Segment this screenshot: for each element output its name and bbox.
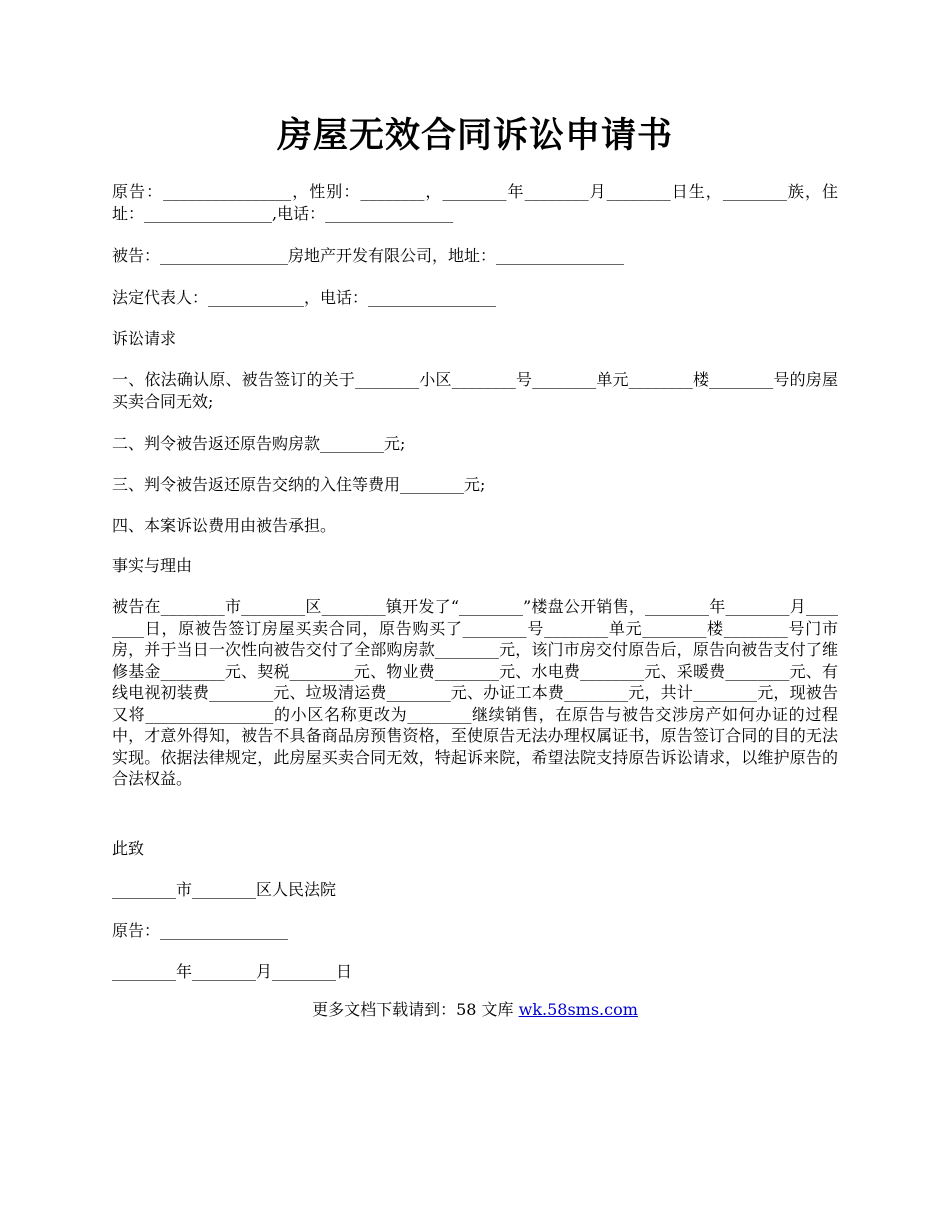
claim-4: 四、本案诉讼费用由被告承担。: [112, 516, 337, 535]
claims-heading: 诉讼请求: [112, 329, 177, 348]
plaintiff-info: 原告：________________，性别：________，________年________月________日生，________族，住址：________________,电话：________________: [112, 182, 838, 223]
legal-representative: 法定代表人：____________，电话：________________: [112, 288, 497, 307]
facts-heading: 事实与理由: [112, 556, 193, 575]
signature-date: ________年________月________日: [112, 962, 353, 981]
claim-1: 一、依法确认原、被告签订的关于________小区________号________单元________楼________号的房屋买卖合同无效;: [112, 370, 838, 411]
footer-text: 更多文档下载请到：58 文库: [312, 1000, 519, 1019]
download-footer: [112, 999, 838, 1021]
document-title: 房屋无效合同诉讼申请书: [276, 115, 673, 156]
court-addressee: ________市________区人民法院: [112, 880, 337, 899]
plaintiff-signature: 原告：________________: [112, 921, 289, 940]
facts-body: 被告在________市________区________镇开发了“________”楼盘公开销售，________年________月________日，原被告签订房屋买卖合同，原告购买了________号________单元________楼________号门市房，并于当日一次性向被告交付了全部购房款________元，该门市房交付原告后，原告向被告支付了维修基金________元、契税________元、物业费________元、水电费________元、采暖费________元、有线电视初装费________元、垃圾清运费________元、办证工本费________元，共计________元，现被告又将________________的小区名称更改为________继续销售，在原告与被告交涉房产如何办证的过程中，才意外得知，被告不具备商品房预售资格，至使原告无法办理权属证书，原告签订合同的目的无法实现。依据法律规定，此房屋买卖合同无效，特起诉来院，希望法院支持原告诉讼请求，以维护原告的合法权益。: [112, 597, 838, 788]
defendant-info: 被告：________________房地产开发有限公司，地址：________________: [112, 246, 625, 265]
footer-link[interactable]: wk.58sms.com: [518, 1000, 638, 1019]
claim-2: 二、判令被告返还原告购房款________元;: [112, 434, 406, 453]
closing-salutation: 此致: [112, 839, 145, 858]
claim-3: 三、判令被告返还原告交纳的入住等费用________元;: [112, 475, 486, 494]
